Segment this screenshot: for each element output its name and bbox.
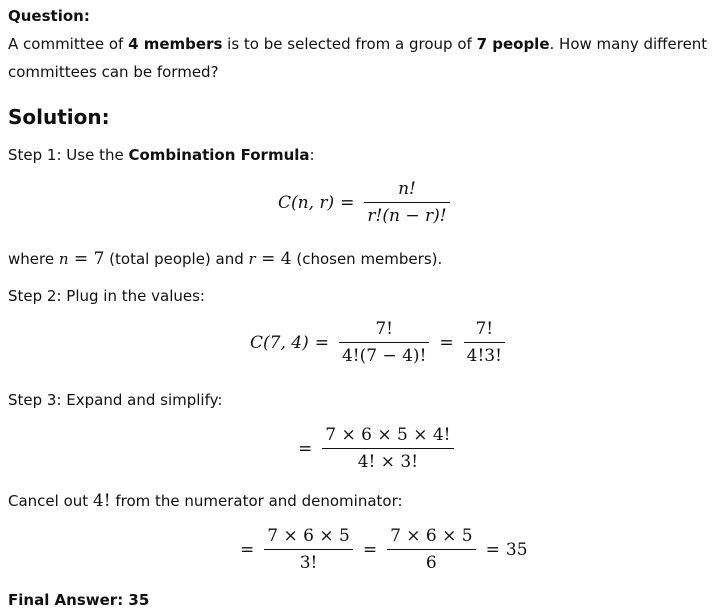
formula-fraction xyxy=(464,318,505,367)
fraction-bar xyxy=(387,549,476,550)
simplified-formula xyxy=(234,525,528,574)
r-description: (chosen members). xyxy=(291,250,443,268)
formula-fraction xyxy=(339,318,429,367)
fraction-denominator: 6 xyxy=(425,553,437,573)
equals-sign: = xyxy=(240,539,255,560)
fraction-numerator: 7 × 6 × 5 × 4! xyxy=(325,425,451,445)
fraction-denominator: 4! × 3! xyxy=(357,452,419,472)
formula-fraction xyxy=(264,525,353,574)
solution-heading: Solution: xyxy=(8,105,110,129)
fraction-numerator: 7 × 6 × 5 xyxy=(267,526,350,546)
fraction-denominator: 4!(7 − 4)! xyxy=(341,346,427,366)
formula-fraction xyxy=(322,424,453,473)
question-text-line-2: committees can be formed? xyxy=(8,63,219,81)
cancel-term: 4! xyxy=(92,491,111,511)
n-variable: n xyxy=(58,250,69,268)
cancel-prefix: Cancel out xyxy=(8,492,93,510)
cancel-suffix: from the numerator and denominator: xyxy=(110,492,403,510)
formula-lhs: C(n, r) xyxy=(278,192,335,213)
formula-fraction xyxy=(364,178,449,227)
n-value: = 7 xyxy=(68,249,105,269)
equals-sign: = xyxy=(298,438,313,459)
question-text-part: . How many different xyxy=(549,35,708,53)
question-label: Question: xyxy=(8,7,90,25)
question-text-line-1 xyxy=(8,34,707,54)
question-text-part: A committee of xyxy=(8,35,129,53)
combination-formula xyxy=(278,178,454,227)
people-count: 7 people xyxy=(476,35,550,53)
expanded-formula xyxy=(292,424,458,473)
equals-sign: = xyxy=(439,332,454,353)
solution-document xyxy=(8,0,708,613)
where-text: where xyxy=(8,250,59,268)
step-2-label: Step 2: Plug in the values: xyxy=(8,287,205,305)
fraction-bar xyxy=(264,549,353,550)
plugged-formula xyxy=(250,318,509,367)
step-1-suffix: : xyxy=(309,146,315,164)
equals-sign: = xyxy=(314,332,329,353)
fraction-bar xyxy=(322,448,453,449)
formula-fraction xyxy=(387,525,476,574)
fraction-bar xyxy=(339,342,429,343)
fraction-denominator: 4!3! xyxy=(466,346,502,366)
result-value: 35 xyxy=(505,539,528,560)
r-variable: r xyxy=(248,250,256,268)
equals-sign: = xyxy=(362,539,378,560)
step-3-label: Step 3: Expand and simplify: xyxy=(8,391,223,409)
combination-formula-label: Combination Formula xyxy=(128,146,310,164)
step-1-prefix: Step 1: Use the xyxy=(8,146,129,164)
fraction-denominator: r!(n − r)! xyxy=(367,206,447,226)
fraction-denominator: 3! xyxy=(299,553,318,573)
variable-definition xyxy=(8,249,442,269)
step-1-label xyxy=(8,145,315,165)
r-value: = 4 xyxy=(255,249,292,269)
fraction-bar xyxy=(364,202,449,203)
fraction-numerator: n! xyxy=(398,179,416,199)
members-count: 4 members xyxy=(128,35,223,53)
fraction-numerator: 7! xyxy=(375,319,394,339)
cancel-instruction xyxy=(8,491,403,511)
final-answer: Final Answer: 35 xyxy=(8,591,150,609)
fraction-numerator: 7! xyxy=(475,319,494,339)
fraction-numerator: 7 × 6 × 5 xyxy=(390,526,473,546)
fraction-bar xyxy=(464,342,505,343)
n-description: (total people) and xyxy=(104,250,249,268)
equals-sign: = xyxy=(340,192,355,213)
equals-sign: = xyxy=(485,539,500,560)
question-text-part: is to be selected from a group of xyxy=(222,35,477,53)
formula-lhs: C(7, 4) xyxy=(250,332,309,353)
